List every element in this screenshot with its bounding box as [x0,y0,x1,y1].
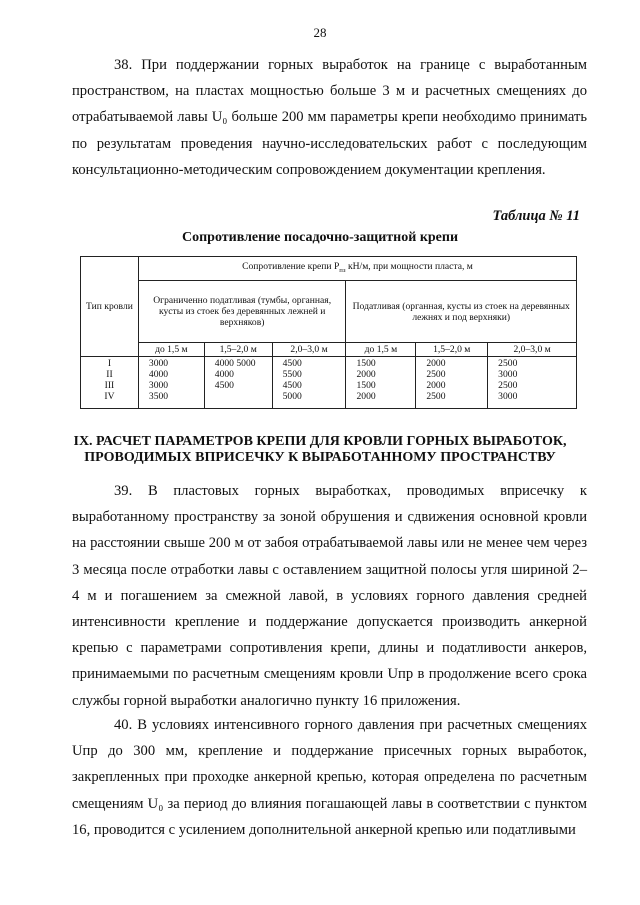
value-cell: 4500 5500 4500 5000 [272,357,346,409]
table-title: Сопротивление посадочно-защитной крепи [181,230,459,245]
header-thickness: до 1,5 м [138,343,204,357]
value-cell: 3000 4000 3000 3500 [138,357,204,409]
header-resistance: Сопротивление крепи $P_{пз}$ кН/м, при мощности пласта, м [138,257,576,281]
section-title: IX. РАСЧЕТ ПАРАМЕТРОВ КРЕПИ ДЛЯ КРОВЛИ ГОРНЫХ ВЫРАБОТОК, ПРОВОДИМЫХ ВПРИСЕЧКУ К ВЫРАБОТАННОМУ ПРОСТРАНСТВУ [73,434,567,465]
header-thickness: до 1,5 м [346,343,416,357]
page-number: 28 [313,25,327,40]
roof-type-cell: I II III IV [81,357,139,409]
header-thickness: 1,5–2,0 м [204,343,272,357]
header-thickness: 2,0–3,0 м [488,343,577,357]
header-yielding: Податливая (органная, кусты из стоек на деревянных лежнях и под верхняки) [346,281,577,343]
header-thickness: 2,0–3,0 м [272,343,346,357]
paragraph-40: 40. В условиях интенсивного горного давления при расчетных смещениях Uпр до 300 мм, крепление и поддержание присечных горных выработок, закрепленных при проходке анкерной крепью, которая определена по расчетным смещениям U₀ за период до влияния погашающей лавы в соответствии с пунктом 16, проводится с усилением дополнительной анкерной крепью или податливыми [72,717,587,838]
header-thickness: 1,5–2,0 м [416,343,488,357]
value-cell: 2500 3000 2500 3000 [488,357,577,409]
paragraph-39: 39. В пластовых горных выработках, проводимых вприсечку к выработанному пространству за зоной обрушения и сдвижения основной кровли на расстоянии свыше 200 м от забоя отрабатываемой лавы или не менее чем через 3 месяца после отработки лавы с оставлением защитной полосы угля шириной 2–4 м и погашением за смежной лавой, в условиях горного давления средней интенсивности крепление и поддержание допускается производить анкерной крепью с параметрами сопротивления крепи, длины и податливости анкеров, принимаемыми по расчетным смещениям кровли Uпр в продолжение всего срока службы горной выработки аналогично пункту 16 приложения. [72,483,587,709]
paragraph-38: 38. При поддержании горных выработок на границе с выработанным пространством, на пластах мощностью больше 3 м и расчетных смещениях до отрабатываемой лавы U₀ больше 200 мм параметры крепи необходимо принимать по результатам проведения научно-исследовательских работ с последующим консультационно-методическим сопровождением документации крепления. [72,57,587,178]
header-roof-type: Тип кровли [81,257,139,357]
value-cell: 2000 2500 2000 2500 [416,357,488,409]
table-caption: Таблица № 11 [492,208,580,224]
value-cell: 1500 2000 1500 2000 [346,357,416,409]
header-limited-yield: Ограниченно податливая (тумбы, органная, кусты из стоек без деревянных лежней и верхняков) [138,281,346,343]
support-resistance-table [80,256,577,409]
value-cell: 4000 5000 4000 4500 [204,357,272,409]
